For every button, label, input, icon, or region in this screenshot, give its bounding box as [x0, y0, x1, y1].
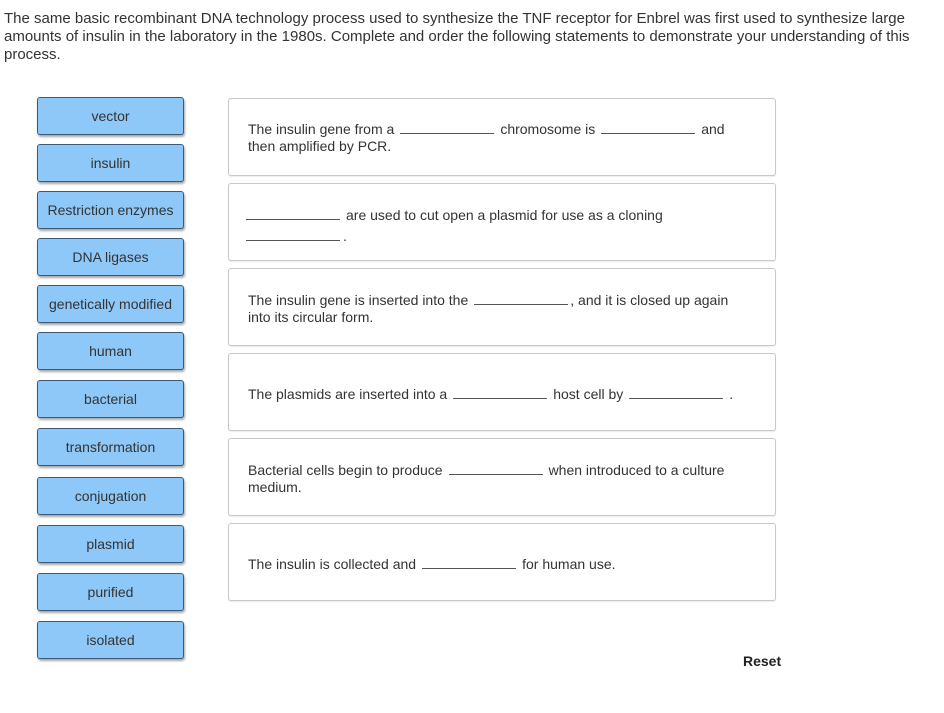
statement-card-6[interactable] [228, 523, 776, 601]
drop-blank[interactable] [601, 125, 695, 134]
statement-text: Bacterial cells begin to produce [248, 462, 443, 478]
statement-3-line-1 [248, 292, 728, 309]
statement-text: , and it is closed up again [570, 292, 729, 308]
chip-isolated[interactable]: isolated [37, 621, 184, 659]
statement-text: . [343, 228, 347, 244]
drop-blank[interactable] [246, 211, 340, 220]
drop-blank[interactable] [453, 390, 547, 399]
drop-blank[interactable] [474, 296, 568, 305]
statement-1-line-1 [248, 121, 725, 138]
chip-insulin[interactable]: insulin [37, 144, 184, 182]
statement-text: are used to cut open a plasmid for use as a cloning [346, 207, 663, 223]
statement-text: when introduced to a culture [548, 462, 725, 478]
statement-6-line-1 [248, 556, 616, 573]
chip-transformation[interactable]: transformation [37, 428, 184, 466]
statement-5-line-2: medium. [248, 479, 302, 495]
question-text: The same basic recombinant DNA technology process used to synthesize the TNF receptor for Enbrel was first used to synthesize large amounts of insulin in the laboratory in the 1980s. Complete and order the following statements to demonstrate your understanding of this process. [4, 10, 910, 63]
chip-dna-ligases[interactable]: DNA ligases [37, 238, 184, 276]
statement-text: The insulin gene from a [248, 121, 395, 137]
chip-plasmid[interactable]: plasmid [37, 525, 184, 563]
statement-card-2[interactable] [228, 183, 776, 261]
statement-card-5[interactable] [228, 438, 776, 516]
drop-blank[interactable] [400, 125, 494, 134]
statement-3-line-2: into its circular form. [248, 309, 374, 325]
chip-genetically-modified[interactable]: genetically modified [37, 285, 184, 323]
drop-blank[interactable] [449, 466, 543, 475]
statement-card-1[interactable] [228, 98, 776, 176]
chip-vector[interactable]: vector [37, 97, 184, 135]
statement-text: The plasmids are inserted into a [248, 386, 448, 402]
statement-card-3[interactable] [228, 268, 776, 346]
statement-text: The insulin gene is inserted into the [248, 292, 469, 308]
statement-5-line-1 [248, 462, 724, 479]
statement-text: and [701, 121, 725, 137]
chip-conjugation[interactable]: conjugation [37, 477, 184, 515]
drop-blank[interactable] [422, 560, 516, 569]
statement-text: for human use. [522, 556, 616, 572]
statement-text: host cell by [553, 386, 624, 402]
chip-bacterial[interactable]: bacterial [37, 380, 184, 418]
statement-1-line-2: then amplified by PCR. [248, 138, 392, 154]
chip-purified[interactable]: purified [37, 573, 184, 611]
drop-blank[interactable] [629, 390, 723, 399]
statement-2-line-1 [246, 207, 663, 224]
chip-restriction-enzymes[interactable]: Restriction enzymes [37, 191, 184, 229]
statement-4-line-1 [248, 386, 733, 403]
statement-text: . [729, 386, 734, 402]
statement-card-4[interactable] [228, 353, 776, 431]
statement-2-line-2 [246, 228, 347, 245]
statement-text: The insulin is collected and [248, 556, 417, 572]
statement-text: chromosome is [500, 121, 596, 137]
drop-blank[interactable] [246, 232, 340, 241]
chip-human[interactable]: human [37, 332, 184, 370]
reset-button[interactable]: Reset [743, 653, 782, 669]
